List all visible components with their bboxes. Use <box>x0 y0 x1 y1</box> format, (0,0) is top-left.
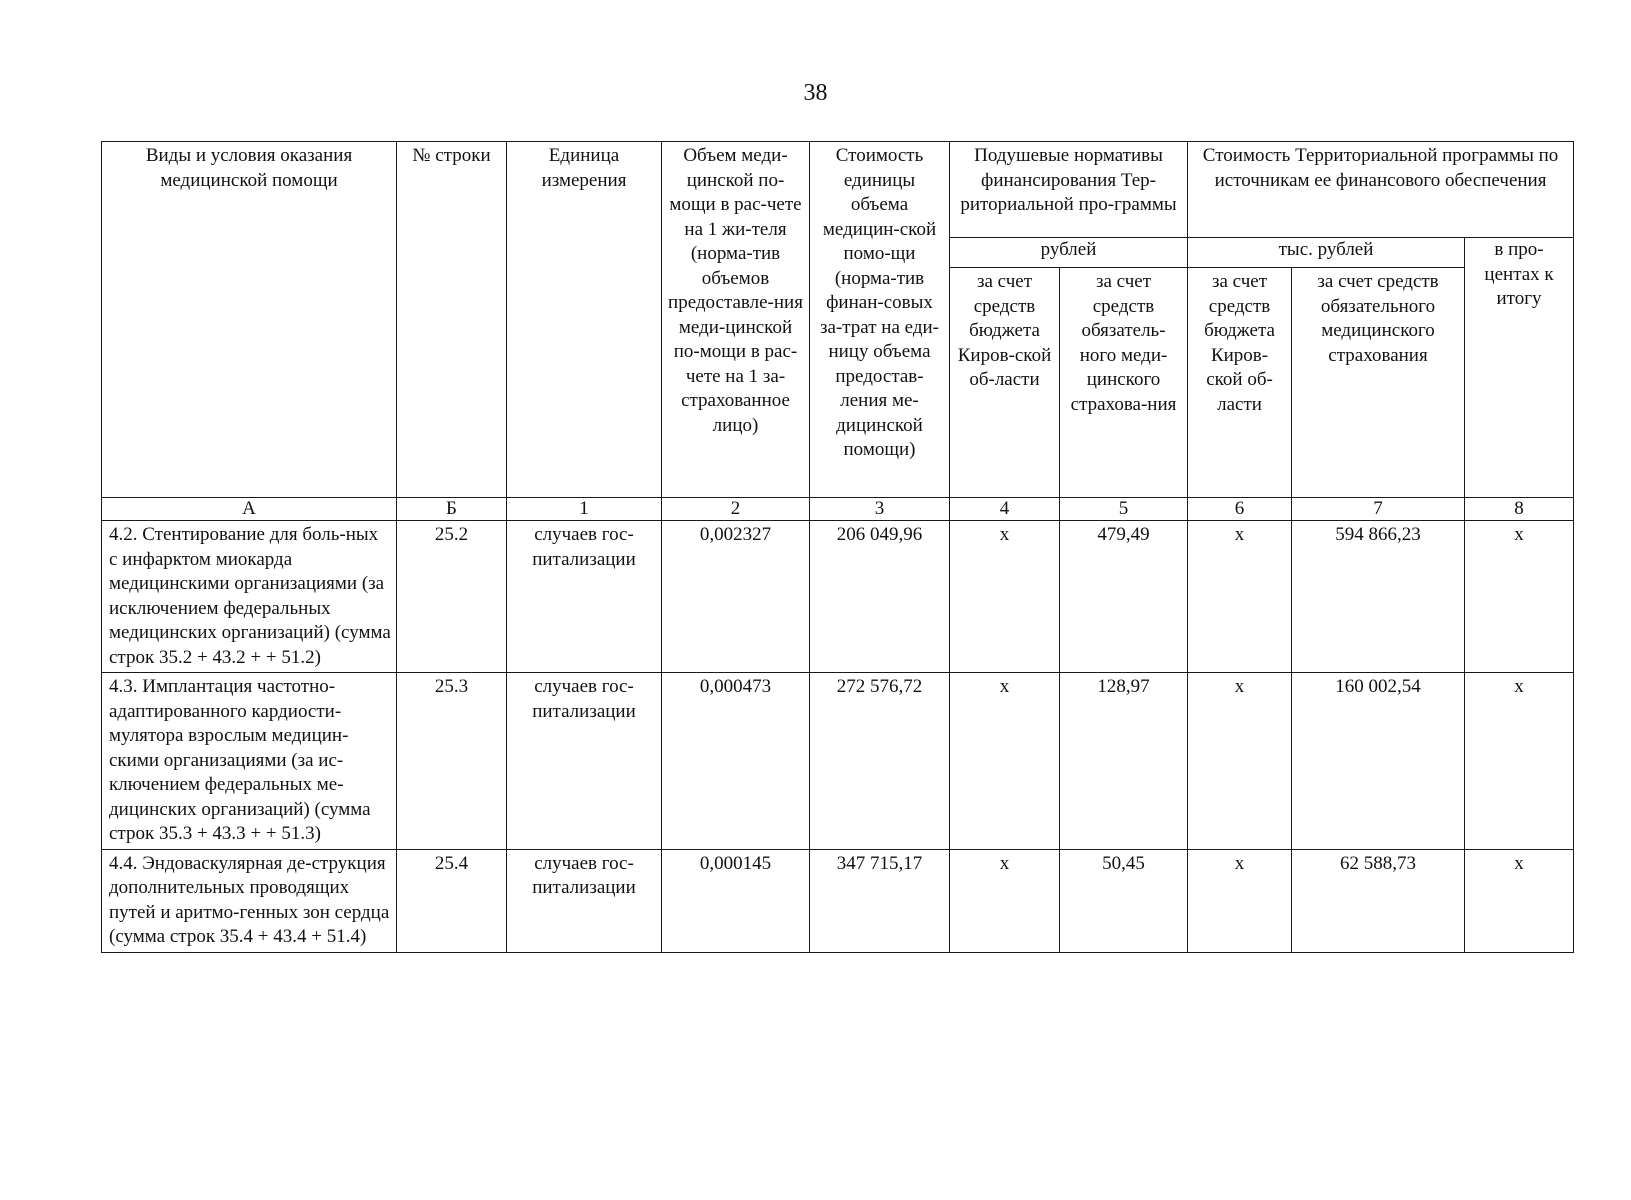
row-total-oms: 594 866,23 <box>1292 521 1465 673</box>
header-group-per-capita: Подушевые нормативы финансирования Тер-риториальной про-граммы <box>950 142 1188 238</box>
header-col-8: в про-центах к итогу <box>1465 238 1574 498</box>
index-cell: 1 <box>507 498 662 521</box>
table-row <box>102 849 1574 952</box>
row-pc-budget: х <box>950 673 1060 850</box>
index-cell: А <box>102 498 397 521</box>
index-cell: 6 <box>1188 498 1292 521</box>
row-pc-budget: х <box>950 849 1060 952</box>
row-name: 4.4. Эндоваскулярная де-струкция дополнительных проводящих путей и аритмо-генных зон сердца (сумма строк 35.4 + 43.4 + 51.4) <box>102 849 397 952</box>
row-pc-oms: 479,49 <box>1060 521 1188 673</box>
row-unit: случаев гос-питализации <box>507 849 662 952</box>
index-cell: 2 <box>662 498 810 521</box>
header-col-4: за счет средств бюджета Киров-ской об-ласти <box>950 268 1060 498</box>
index-cell: 3 <box>810 498 950 521</box>
column-index-row <box>102 498 1574 521</box>
row-volume: 0,000473 <box>662 673 810 850</box>
row-name: 4.3. Имплантация частотно-адаптированного кардиости-мулятора взрослым медицин-скими организациями (за ис-ключением федеральных ме-дицинских организаций) (сумма строк 35.3 + 43.3 + + 51.3) <box>102 673 397 850</box>
row-total-oms: 62 588,73 <box>1292 849 1465 952</box>
row-line-number: 25.4 <box>397 849 507 952</box>
row-name: 4.2. Стентирование для боль-ных с инфарктом миокарда медицинскими организациями (за исключением федеральных медицинских организаций) (сумма строк 35.2 + 43.2 + + 51.2) <box>102 521 397 673</box>
row-volume: 0,000145 <box>662 849 810 952</box>
row-volume: 0,002327 <box>662 521 810 673</box>
index-cell: 7 <box>1292 498 1465 521</box>
header-col-6: за счет средств бюджета Киров-ской об-ласти <box>1188 268 1292 498</box>
index-cell: 5 <box>1060 498 1188 521</box>
header-unit-rub: рублей <box>950 238 1188 268</box>
row-total-budget: х <box>1188 673 1292 850</box>
header-col-7: за счет средств обязательного медицинского страхования <box>1292 268 1465 498</box>
tariff-table <box>101 141 1574 953</box>
row-cost-unit: 272 576,72 <box>810 673 950 850</box>
page-number: 38 <box>803 80 828 106</box>
header-group-cost: Стоимость Территориальной программы по источникам ее финансового обеспечения <box>1188 142 1574 238</box>
header-col-3: Стоимость единицы объема медицин-ской помо-щи (норма-тив финан-совых за-трат на еди-ницу объема предостав-ления ме-дицинской помощи) <box>810 142 950 498</box>
index-cell: 4 <box>950 498 1060 521</box>
row-pc-oms: 128,97 <box>1060 673 1188 850</box>
row-percent: х <box>1465 673 1574 850</box>
row-unit: случаев гос-питализации <box>507 673 662 850</box>
header-col-1: Единица измерения <box>507 142 662 498</box>
row-unit: случаев гос-питализации <box>507 521 662 673</box>
index-cell: 8 <box>1465 498 1574 521</box>
row-percent: х <box>1465 521 1574 673</box>
table-row <box>102 521 1574 673</box>
row-pc-budget: х <box>950 521 1060 673</box>
row-cost-unit: 206 049,96 <box>810 521 950 673</box>
row-line-number: 25.3 <box>397 673 507 850</box>
table-row <box>102 673 1574 850</box>
row-total-budget: х <box>1188 521 1292 673</box>
header-row-1 <box>102 142 1574 238</box>
header-col-5: за счет средств обязатель-ного меди-цинского страхова-ния <box>1060 268 1188 498</box>
row-line-number: 25.2 <box>397 521 507 673</box>
row-cost-unit: 347 715,17 <box>810 849 950 952</box>
header-col-2: Объем меди-цинской по-мощи в рас-чете на 1 жи-теля (норма-тив объемов предоставле-ния меди-цинской по-мощи в рас-чете на 1 за-страхованное лицо) <box>662 142 810 498</box>
row-total-budget: х <box>1188 849 1292 952</box>
row-total-oms: 160 002,54 <box>1292 673 1465 850</box>
row-pc-oms: 50,45 <box>1060 849 1188 952</box>
header-col-b: № строки <box>397 142 507 498</box>
index-cell: Б <box>397 498 507 521</box>
header-col-a: Виды и условия оказания медицинской помощи <box>102 142 397 498</box>
header-unit-thousand-rub: тыс. рублей <box>1188 238 1465 268</box>
row-percent: х <box>1465 849 1574 952</box>
